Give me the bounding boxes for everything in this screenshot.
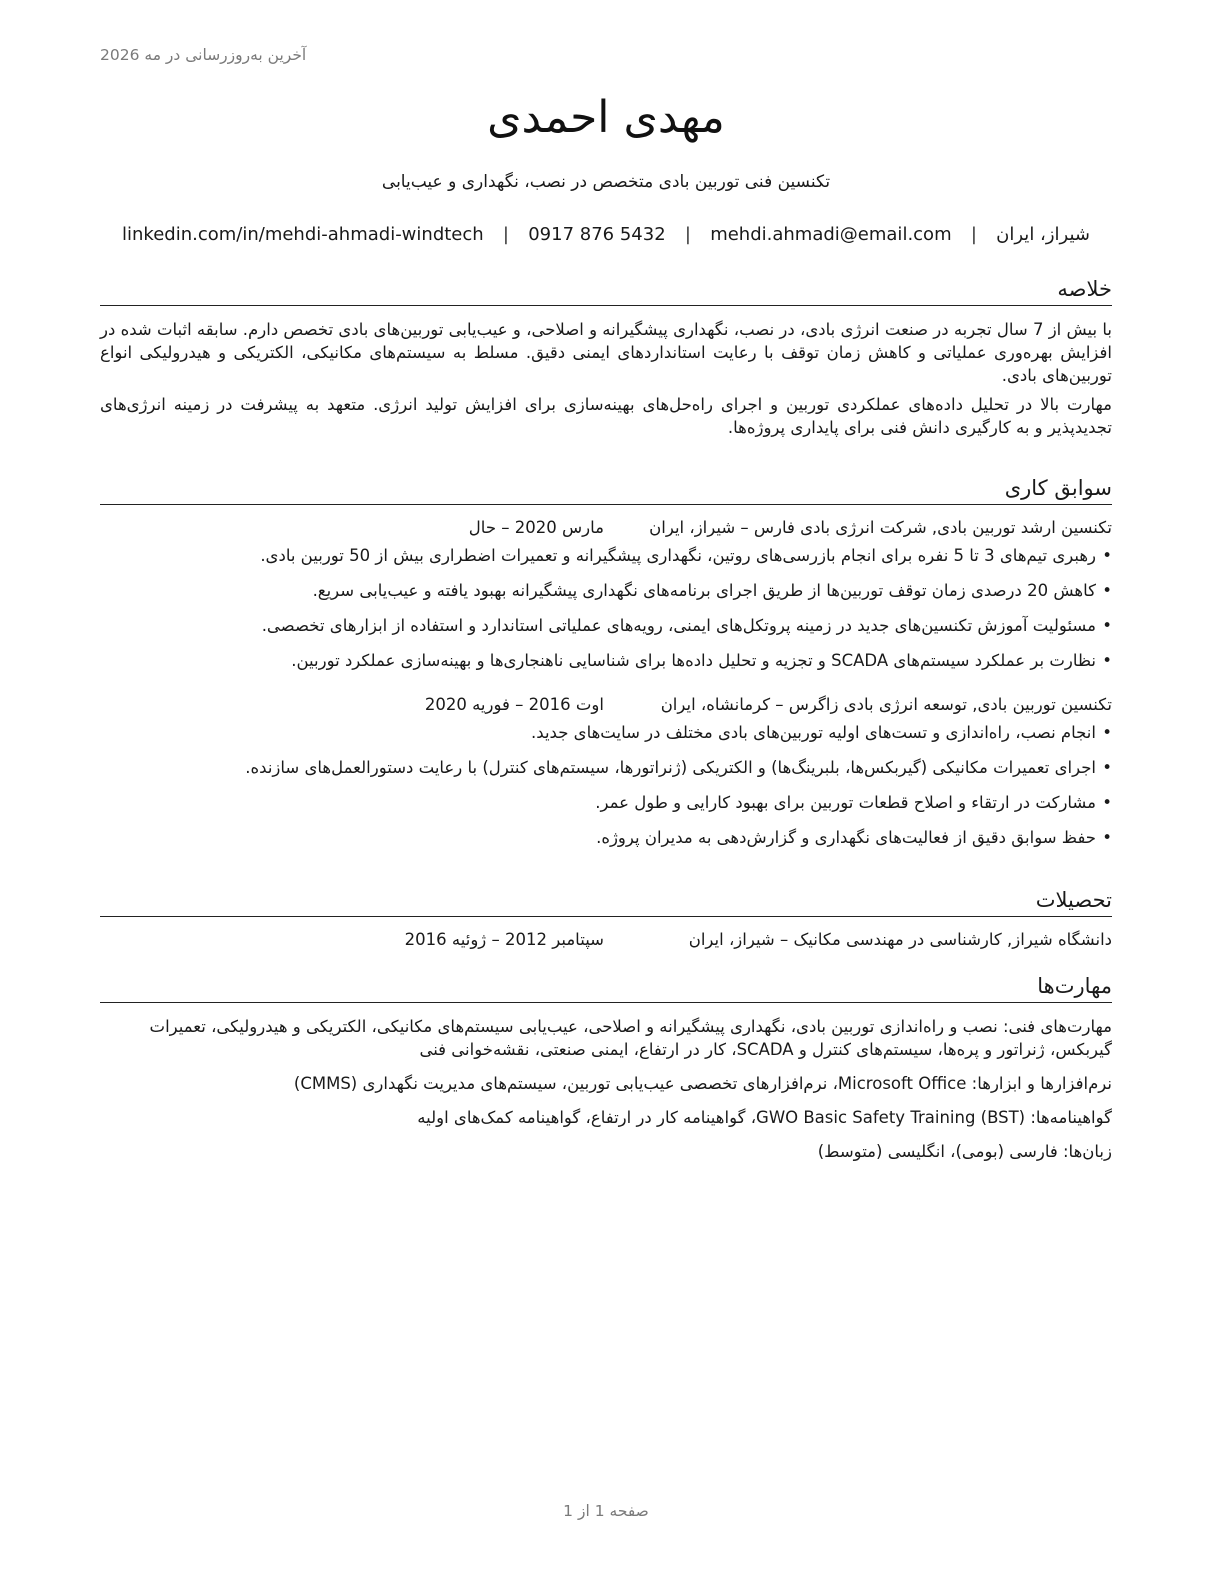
list-item	[100, 722, 1112, 744]
summary-paragraph: مهارت بالا در تحلیل داده‌های عملکردی توربین و اجرای راه‌حل‌های بهینه‌سازی برای افزایش تولید انرژی. متعهد به پیشرفت در زمینه انرژی‌های تجدیدپذیر و به کارگیری دانش فنی برای پایداری پروژه‌ها.	[100, 395, 1112, 437]
contact-separator: |	[502, 224, 509, 245]
education-entry	[100, 929, 1112, 951]
job-entry	[100, 694, 1112, 849]
education-school: دانشگاه شیراز, کارشناسی در مهندسی مکانیک – شیراز، ایران	[688, 930, 1112, 949]
contact-location: شیراز، ایران	[996, 224, 1090, 245]
bullet-icon: •	[1102, 651, 1112, 670]
section-heading-experience: سوابق کاری	[100, 474, 1112, 505]
candidate-headline: تکنسین فنی توربین بادی متخصص در نصب، نگهداری و عیب‌یابی	[381, 172, 831, 192]
bullet-icon: •	[1102, 581, 1112, 600]
contact-separator: |	[970, 224, 977, 245]
job-header	[100, 517, 1112, 539]
job-entry	[100, 517, 1112, 672]
section-heading-skills: مهارت‌ها	[100, 972, 1112, 1003]
bullet-icon: •	[1102, 793, 1112, 812]
skills-section	[100, 972, 1112, 1174]
section-heading-education: تحصیلات	[100, 886, 1112, 917]
job-bullets	[100, 545, 1112, 672]
job-header	[100, 694, 1112, 716]
bullet-icon: •	[1102, 616, 1112, 635]
bullet-text: اجرای تعمیرات مکانیکی (گیربکس‌ها، بلبرینگ‌ها) و الکتریکی (ژنراتورها، سیستم‌های کنترل) با رعایت دستورالعمل‌های سازنده.	[245, 758, 1096, 777]
bullet-text: نظارت بر عملکرد سیستم‌های SCADA و تجزیه و تحلیل داده‌ها برای شناسایی ناهنجاری‌ها و بهینه‌سازی عملکرد توربین.	[291, 651, 1096, 670]
summary-paragraph: با بیش از 7 سال تجربه در صنعت انرژی بادی، در نصب، نگهداری پیشگیرانه و اصلاحی، و عیب‌یابی توربین‌های بادی تخصص دارم. سابقه اثبات شده در افزایش بهره‌وری عملیاتی و کاهش زمان توقف با رعایت استانداردهای ایمنی دقیق. مسلط به سیستم‌های مکانیکی، الکتریکی و هیدرولیکی انواع توربین‌های بادی.	[100, 320, 1112, 385]
last-updated-note: آخرین به‌روزرسانی در مه 2026	[100, 46, 307, 64]
job-role: تکنسین ارشد توربین بادی, شرکت انرژی بادی فارس – شیراز، ایران	[649, 518, 1112, 537]
education-dates: سپتامبر 2012 – ژوئیه 2016	[404, 930, 604, 949]
contact-email[interactable]: mehdi.ahmadi@email.com	[710, 224, 952, 245]
bullet-icon: •	[1102, 758, 1112, 777]
education-section	[100, 886, 1112, 951]
skill-line: گواهینامه‌ها: GWO Basic Safety Training (BST)، گواهینامه کار در ارتفاع، گواهینامه کمک‌های اولیه	[417, 1108, 1112, 1127]
list-item	[100, 580, 1112, 602]
bullet-icon: •	[1102, 828, 1112, 847]
bullet-icon: •	[1102, 546, 1112, 565]
bullet-icon: •	[1102, 723, 1112, 742]
skill-line: مهارت‌های فنی: نصب و راه‌اندازی توربین بادی، نگهداری پیشگیرانه و اصلاحی، عیب‌یابی سیستم‌های مکانیکی، الکتریکی و هیدرولیکی، تعمیرات گیربکس، ژنراتور و پره‌ها، سیستم‌های کنترل و SCADA، کار در ارتفاع، ایمنی صنعتی، نقشه‌خوانی فنی	[149, 1017, 1112, 1059]
list-item	[100, 615, 1112, 637]
list-item	[100, 757, 1112, 779]
summary-section	[100, 275, 1112, 445]
bullet-text: مشارکت در ارتقاء و اصلاح قطعات توربین برای بهبود کارایی و طول عمر.	[595, 793, 1096, 812]
list-item	[100, 545, 1112, 567]
job-bullets	[100, 722, 1112, 849]
contact-linkedin[interactable]: linkedin.com/in/mehdi-ahmadi-windtech	[122, 224, 484, 245]
bullet-text: انجام نصب، راه‌اندازی و تست‌های اولیه توربین‌های بادی مختلف در سایت‌های جدید.	[531, 723, 1096, 742]
list-item	[100, 827, 1112, 849]
skill-line: نرم‌افزارها و ابزارها: Microsoft Office، نرم‌افزارهای تخصصی عیب‌یابی توربین، سیستم‌های مدیریت نگهداری (CMMS)	[293, 1074, 1112, 1093]
bullet-text: کاهش 20 درصدی زمان توقف توربین‌ها از طریق اجرای برنامه‌های نگهداری پیشگیرانه بهبود یافته و عیب‌یابی سریع.	[312, 581, 1096, 600]
resume-page	[100, 0, 1112, 1584]
list-item	[100, 650, 1112, 672]
page-number: صفحه 1 از 1	[563, 1502, 649, 1520]
bullet-text: رهبری تیم‌های 3 تا 5 نفره برای انجام بازرسی‌های روتین، نگهداری پیشگیرانه و تعمیرات اضطراری بیش از 50 توربین بادی.	[260, 546, 1096, 565]
experience-section	[100, 474, 1112, 871]
contact-separator: |	[684, 224, 691, 245]
candidate-name: مهدی احمدی	[487, 92, 725, 143]
bullet-text: حفظ سوابق دقیق از فعالیت‌های نگهداری و گزارش‌دهی به مدیران پروژه.	[596, 828, 1096, 847]
skill-line: زبان‌ها: فارسی (بومی)، انگلیسی (متوسط)	[817, 1142, 1112, 1161]
list-item	[100, 792, 1112, 814]
job-dates: اوت 2016 – فوریه 2020	[424, 695, 604, 714]
bullet-text: مسئولیت آموزش تکنسین‌های جدید در زمینه پروتکل‌های ایمنی، رویه‌های عملیاتی استاندارد و استفاده از ابزارهای تخصصی.	[261, 616, 1096, 635]
job-role: تکنسین توربین بادی, توسعه انرژی بادی زاگرس – کرمانشاه، ایران	[660, 695, 1112, 714]
contact-line	[122, 224, 1090, 245]
section-heading-summary: خلاصه	[100, 275, 1112, 306]
job-dates: مارس 2020 – حال	[468, 518, 604, 537]
contact-phone[interactable]: 0917 876 5432	[528, 224, 666, 245]
